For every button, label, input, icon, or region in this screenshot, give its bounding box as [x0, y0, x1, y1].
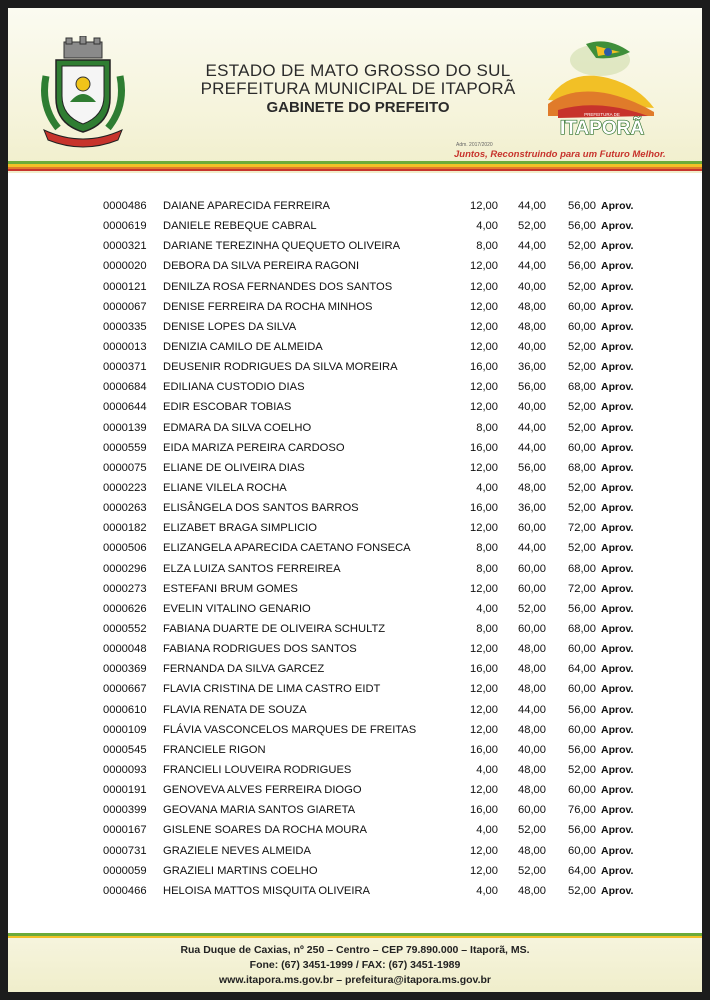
status-label: Aprov. [601, 723, 634, 736]
table-row [8, 538, 702, 558]
table-row [8, 579, 702, 599]
score-a: 4,00 [476, 481, 498, 494]
score-b: 44,00 [518, 703, 546, 716]
registration-number: 0000399 [103, 804, 147, 817]
score-total: 56,00 [568, 260, 596, 273]
table-row [8, 599, 702, 619]
score-b: 36,00 [518, 502, 546, 515]
table-row [8, 216, 702, 236]
score-a: 12,00 [470, 522, 498, 535]
status-label: Aprov. [601, 441, 634, 454]
registration-number: 0000545 [103, 743, 147, 756]
status-label: Aprov. [601, 401, 634, 414]
status-label: Aprov. [601, 643, 634, 656]
score-b: 48,00 [518, 763, 546, 776]
score-b: 60,00 [518, 562, 546, 575]
candidate-name: EIDA MARIZA PEREIRA CARDOSO [163, 441, 345, 454]
status-label: Aprov. [601, 582, 634, 595]
municipal-crest-icon [38, 36, 128, 148]
status-label: Aprov. [601, 220, 634, 233]
registration-number: 0000466 [103, 884, 147, 897]
table-row [8, 277, 702, 297]
registration-number: 0000059 [103, 864, 147, 877]
registration-number: 0000684 [103, 381, 147, 394]
candidate-name: ELIANE VILELA ROCHA [163, 481, 287, 494]
score-a: 12,00 [470, 703, 498, 716]
table-row [8, 881, 702, 901]
table-row [8, 559, 702, 579]
candidate-name: DEUSENIR RODRIGUES DA SILVA MOREIRA [163, 361, 398, 374]
registration-number: 0000067 [103, 300, 147, 313]
letterhead [8, 8, 702, 173]
candidate-name: DENISE LOPES DA SILVA [163, 320, 297, 333]
score-total: 72,00 [568, 582, 596, 595]
table-row [8, 679, 702, 699]
registration-number: 0000191 [103, 784, 147, 797]
registration-number: 0000619 [103, 220, 147, 233]
state-name: ESTADO DE MATO GROSSO DO SUL [205, 61, 511, 80]
administration-period: Adm. 2017/2020 [456, 142, 493, 148]
score-a: 8,00 [476, 542, 498, 555]
registration-number: 0000626 [103, 602, 147, 615]
registration-number: 0000273 [103, 582, 147, 595]
registration-number: 0000093 [103, 763, 147, 776]
score-a: 4,00 [476, 763, 498, 776]
score-total: 60,00 [568, 300, 596, 313]
footer-web: www.itapora.ms.gov.br – prefeitura@itapora.ms.gov.br [218, 974, 491, 986]
registration-number: 0000223 [103, 481, 147, 494]
status-label: Aprov. [601, 622, 634, 635]
score-a: 12,00 [470, 784, 498, 797]
table-row [8, 861, 702, 881]
status-label: Aprov. [601, 864, 634, 877]
score-a: 12,00 [470, 381, 498, 394]
score-a: 8,00 [476, 562, 498, 575]
score-b: 60,00 [518, 622, 546, 635]
table-row [8, 619, 702, 639]
status-label: Aprov. [601, 381, 634, 394]
registration-number: 0000335 [103, 320, 147, 333]
table-row [8, 418, 702, 438]
score-a: 12,00 [470, 582, 498, 595]
status-label: Aprov. [601, 361, 634, 374]
score-b: 44,00 [518, 441, 546, 454]
candidate-name: ELZA LUIZA SANTOS FERREIREA [163, 562, 341, 575]
score-b: 48,00 [518, 481, 546, 494]
score-b: 40,00 [518, 401, 546, 414]
registration-number: 0000182 [103, 522, 147, 535]
table-row [8, 639, 702, 659]
registration-number: 0000644 [103, 401, 147, 414]
registration-number: 0000013 [103, 340, 147, 353]
table-row [8, 256, 702, 276]
score-a: 12,00 [470, 340, 498, 353]
score-a: 12,00 [470, 683, 498, 696]
status-label: Aprov. [601, 884, 634, 897]
score-total: 52,00 [568, 763, 596, 776]
registration-number: 0000731 [103, 844, 147, 857]
table-row [8, 236, 702, 256]
office-name: GABINETE DO PREFEITO [266, 99, 450, 116]
table-row [8, 800, 702, 820]
score-total: 52,00 [568, 240, 596, 253]
itapora-logo-icon [538, 38, 670, 138]
score-b: 56,00 [518, 461, 546, 474]
registration-number: 0000121 [103, 280, 147, 293]
status-label: Aprov. [601, 743, 634, 756]
score-a: 12,00 [470, 260, 498, 273]
registration-number: 0000048 [103, 643, 147, 656]
candidate-name: ELIANE DE OLIVEIRA DIAS [163, 461, 305, 474]
table-row [8, 458, 702, 478]
registration-number: 0000321 [103, 240, 147, 253]
header-stripe-red [8, 169, 702, 171]
score-a: 16,00 [470, 502, 498, 515]
score-total: 68,00 [568, 381, 596, 394]
registration-number: 0000667 [103, 683, 147, 696]
registration-number: 0000109 [103, 723, 147, 736]
candidate-name: ESTEFANI BRUM GOMES [163, 582, 298, 595]
candidate-name: EDMARA DA SILVA COELHO [163, 421, 312, 434]
score-b: 48,00 [518, 884, 546, 897]
score-b: 44,00 [518, 421, 546, 434]
letterhead-title-block [158, 62, 558, 118]
score-total: 60,00 [568, 723, 596, 736]
candidate-name: FRANCIELE RIGON [163, 743, 266, 756]
status-label: Aprov. [601, 763, 634, 776]
status-label: Aprov. [601, 542, 634, 555]
candidate-name: EVELIN VITALINO GENARIO [163, 602, 311, 615]
score-total: 60,00 [568, 844, 596, 857]
registration-number: 0000610 [103, 703, 147, 716]
score-a: 12,00 [470, 723, 498, 736]
candidate-name: DAIANE APARECIDA FERREIRA [163, 200, 331, 212]
table-row [8, 780, 702, 800]
slogan: Juntos, Reconstruindo para um Futuro Melhor. [454, 149, 666, 160]
score-a: 16,00 [470, 743, 498, 756]
candidate-name: DENIZIA CAMILO DE ALMEIDA [163, 340, 323, 353]
table-row [8, 297, 702, 317]
score-b: 44,00 [518, 542, 546, 555]
status-label: Aprov. [601, 421, 634, 434]
candidate-name: GISLENE SOARES DA ROCHA MOURA [163, 824, 367, 837]
score-a: 8,00 [476, 240, 498, 253]
table-row [8, 700, 702, 720]
candidate-name: FABIANA DUARTE DE OLIVEIRA SCHULTZ [163, 622, 386, 635]
candidate-name: DEBORA DA SILVA PEREIRA RAGONI [163, 260, 360, 273]
score-a: 16,00 [470, 804, 498, 817]
table-row [8, 740, 702, 760]
score-b: 44,00 [518, 260, 546, 273]
score-a: 12,00 [470, 461, 498, 474]
candidate-name: ELISÂNGELA DOS SANTOS BARROS [163, 502, 359, 515]
score-total: 52,00 [568, 340, 596, 353]
score-a: 4,00 [476, 884, 498, 897]
score-b: 52,00 [518, 220, 546, 233]
score-total: 64,00 [568, 864, 596, 877]
table-row [8, 317, 702, 337]
score-b: 48,00 [518, 844, 546, 857]
registration-number: 0000552 [103, 622, 147, 635]
table-row [8, 397, 702, 417]
registration-number: 0000263 [103, 502, 147, 515]
score-total: 72,00 [568, 522, 596, 535]
score-a: 12,00 [470, 401, 498, 414]
status-label: Aprov. [601, 522, 634, 535]
table-row [8, 357, 702, 377]
status-label: Aprov. [601, 340, 634, 353]
score-total: 56,00 [568, 743, 596, 756]
table-row [8, 196, 702, 216]
table-row [8, 498, 702, 518]
score-total: 60,00 [568, 320, 596, 333]
status-label: Aprov. [601, 804, 634, 817]
candidate-name: FLAVIA CRISTINA DE LIMA CASTRO EIDT [163, 683, 381, 696]
status-label: Aprov. [601, 240, 634, 253]
status-label: Aprov. [601, 703, 634, 716]
score-a: 12,00 [470, 864, 498, 877]
table-row [8, 659, 702, 679]
status-label: Aprov. [601, 602, 634, 615]
document-page [8, 8, 702, 992]
registration-number: 0000139 [103, 421, 147, 434]
candidate-name: DARIANE TEREZINHA QUEQUETO OLIVEIRA [163, 240, 401, 253]
table-row [8, 337, 702, 357]
score-b: 44,00 [518, 240, 546, 253]
score-b: 44,00 [518, 200, 546, 212]
score-a: 4,00 [476, 824, 498, 837]
status-label: Aprov. [601, 562, 634, 575]
footer-address: Rua Duque de Caxias, nº 250 – Centro – CEP 79.890.000 – Itaporã, MS. [180, 944, 530, 956]
candidate-name: GRAZIELI MARTINS COELHO [163, 864, 318, 877]
score-b: 40,00 [518, 280, 546, 293]
score-total: 52,00 [568, 502, 596, 515]
score-b: 60,00 [518, 522, 546, 535]
status-label: Aprov. [601, 502, 634, 515]
registration-number: 0000167 [103, 824, 147, 837]
candidate-name: FERNANDA DA SILVA GARCEZ [163, 663, 325, 676]
table-row [8, 820, 702, 840]
score-total: 52,00 [568, 280, 596, 293]
candidate-name: EDILIANA CUSTODIO DIAS [163, 381, 305, 394]
score-total: 56,00 [568, 220, 596, 233]
score-total: 60,00 [568, 784, 596, 797]
score-b: 48,00 [518, 300, 546, 313]
score-b: 52,00 [518, 824, 546, 837]
score-a: 12,00 [470, 643, 498, 656]
candidate-name: DENISE FERREIRA DA ROCHA MINHOS [163, 300, 373, 313]
candidate-name: ELIZANGELA APARECIDA CAETANO FONSECA [163, 542, 411, 555]
score-total: 76,00 [568, 804, 596, 817]
registration-number: 0000020 [103, 260, 147, 273]
score-total: 52,00 [568, 481, 596, 494]
logo-name-text: ITAPORÃ [559, 118, 645, 138]
table-row [8, 841, 702, 861]
score-total: 52,00 [568, 401, 596, 414]
score-total: 60,00 [568, 441, 596, 454]
score-b: 36,00 [518, 361, 546, 374]
score-a: 12,00 [470, 320, 498, 333]
registration-number: 0000369 [103, 663, 147, 676]
candidate-name: ELIZABET BRAGA SIMPLICIO [163, 522, 317, 535]
status-label: Aprov. [601, 200, 634, 212]
score-a: 8,00 [476, 622, 498, 635]
status-label: Aprov. [601, 663, 634, 676]
table-row [8, 438, 702, 458]
score-total: 52,00 [568, 421, 596, 434]
candidate-name: FLÁVIA VASCONCELOS MARQUES DE FREITAS [163, 723, 417, 736]
score-b: 60,00 [518, 582, 546, 595]
score-b: 48,00 [518, 784, 546, 797]
score-b: 48,00 [518, 320, 546, 333]
score-b: 48,00 [518, 723, 546, 736]
registration-number: 0000559 [103, 441, 147, 454]
table-row [8, 760, 702, 780]
footer-phone: Fone: (67) 3451-1999 / FAX: (67) 3451-1989 [249, 959, 461, 971]
city-hall-name: PREFEITURA MUNICIPAL DE ITAPORÃ [200, 79, 516, 98]
score-a: 16,00 [470, 663, 498, 676]
score-total: 64,00 [568, 663, 596, 676]
status-label: Aprov. [601, 683, 634, 696]
status-label: Aprov. [601, 461, 634, 474]
footer [8, 938, 702, 992]
candidate-name: GRAZIELE NEVES ALMEIDA [163, 844, 311, 857]
status-label: Aprov. [601, 481, 634, 494]
score-b: 52,00 [518, 602, 546, 615]
score-a: 8,00 [476, 421, 498, 434]
score-b: 48,00 [518, 683, 546, 696]
score-total: 52,00 [568, 361, 596, 374]
status-label: Aprov. [601, 280, 634, 293]
registration-number: 0000506 [103, 542, 147, 555]
table-row [8, 478, 702, 498]
score-b: 56,00 [518, 381, 546, 394]
status-label: Aprov. [601, 260, 634, 273]
registration-number: 0000296 [103, 562, 147, 575]
score-a: 4,00 [476, 220, 498, 233]
registration-number: 0000371 [103, 361, 147, 374]
candidate-name: FABIANA RODRIGUES DOS SANTOS [163, 643, 357, 656]
score-total: 60,00 [568, 683, 596, 696]
score-total: 52,00 [568, 884, 596, 897]
status-label: Aprov. [601, 784, 634, 797]
score-total: 56,00 [568, 602, 596, 615]
candidate-name: HELOISA MATTOS MISQUITA OLIVEIRA [163, 884, 371, 897]
score-a: 12,00 [470, 300, 498, 313]
score-a: 12,00 [470, 200, 498, 212]
table-row [8, 518, 702, 538]
score-total: 52,00 [568, 542, 596, 555]
status-label: Aprov. [601, 300, 634, 313]
results-list [8, 196, 702, 901]
score-a: 16,00 [470, 361, 498, 374]
score-b: 60,00 [518, 804, 546, 817]
score-b: 48,00 [518, 643, 546, 656]
score-a: 4,00 [476, 602, 498, 615]
candidate-name: FRANCIELI LOUVEIRA RODRIGUES [163, 763, 352, 776]
table-row [8, 377, 702, 397]
candidate-name: DANIELE REBEQUE CABRAL [163, 220, 317, 233]
score-total: 56,00 [568, 200, 596, 212]
score-total: 56,00 [568, 824, 596, 837]
score-a: 12,00 [470, 280, 498, 293]
score-a: 16,00 [470, 441, 498, 454]
status-label: Aprov. [601, 844, 634, 857]
score-b: 52,00 [518, 864, 546, 877]
candidate-name: GEOVANA MARIA SANTOS GIARETA [163, 804, 356, 817]
score-b: 40,00 [518, 743, 546, 756]
table-row [8, 720, 702, 740]
score-total: 68,00 [568, 562, 596, 575]
score-b: 40,00 [518, 340, 546, 353]
candidate-name: EDIR ESCOBAR TOBIAS [163, 401, 292, 414]
score-total: 68,00 [568, 622, 596, 635]
registration-number: 0000075 [103, 461, 147, 474]
candidate-name: FLAVIA RENATA DE SOUZA [163, 703, 307, 716]
score-total: 60,00 [568, 643, 596, 656]
score-total: 68,00 [568, 461, 596, 474]
candidate-name: GENOVEVA ALVES FERREIRA DIOGO [163, 784, 362, 797]
score-a: 12,00 [470, 844, 498, 857]
score-total: 56,00 [568, 703, 596, 716]
registration-number: 0000486 [103, 200, 147, 212]
status-label: Aprov. [601, 824, 634, 837]
status-label: Aprov. [601, 320, 634, 333]
score-b: 48,00 [518, 663, 546, 676]
logo-top-text: PREFEITURA DE [584, 112, 620, 117]
candidate-name: DENILZA ROSA FERNANDES DOS SANTOS [163, 280, 393, 293]
